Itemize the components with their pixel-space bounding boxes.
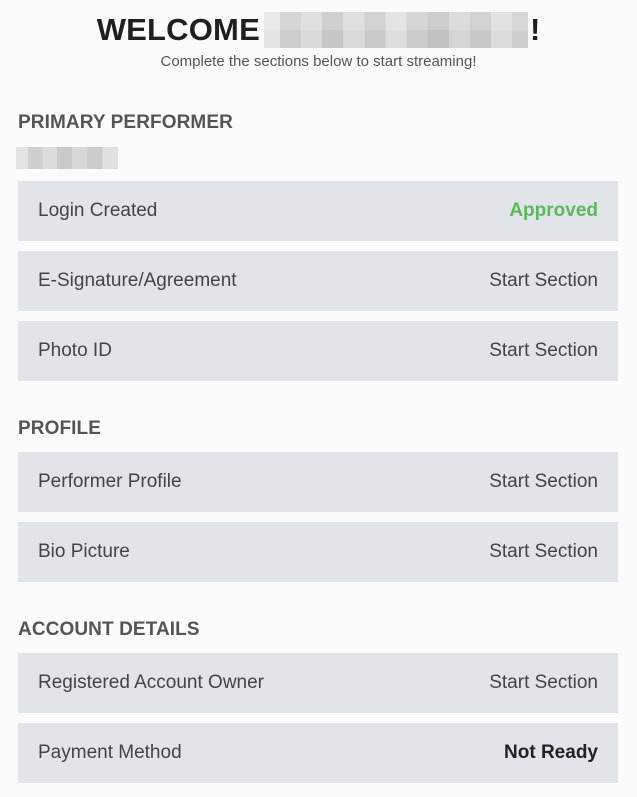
step-label: Login Created — [38, 200, 158, 221]
start-section-link[interactable]: Start Section — [489, 541, 598, 562]
start-section-link[interactable]: Start Section — [489, 471, 598, 492]
status-not-ready: Not Ready — [504, 742, 598, 763]
section-heading-profile: PROFILE — [18, 418, 102, 439]
section-heading-account-details: ACCOUNT DETAILS — [18, 619, 200, 640]
status-approved: Approved — [509, 200, 598, 221]
step-payment-method[interactable] — [18, 723, 618, 783]
step-label: Bio Picture — [38, 541, 130, 562]
step-e-signature-agreement[interactable] — [18, 251, 618, 311]
start-section-link[interactable]: Start Section — [489, 270, 598, 291]
welcome-exclamation: ! — [529, 12, 541, 47]
step-label: Registered Account Owner — [38, 672, 265, 693]
step-photo-id[interactable] — [18, 321, 618, 381]
step-label: Performer Profile — [38, 471, 182, 492]
welcome-header — [0, 8, 637, 52]
step-label: E-Signature/Agreement — [38, 270, 237, 291]
step-label: Photo ID — [38, 340, 112, 361]
step-bio-picture[interactable] — [18, 522, 618, 582]
start-section-link[interactable]: Start Section — [489, 672, 598, 693]
step-label: Payment Method — [38, 742, 182, 763]
redacted-performer-name — [16, 147, 118, 169]
redacted-username — [264, 12, 528, 48]
section-heading-primary-performer: PRIMARY PERFORMER — [18, 112, 233, 133]
step-registered-account-owner[interactable] — [18, 653, 618, 713]
welcome-subtitle: Complete the sections below to start streaming! — [160, 53, 477, 70]
start-section-link[interactable]: Start Section — [489, 340, 598, 361]
step-login-created[interactable] — [18, 181, 618, 241]
step-performer-profile[interactable] — [18, 452, 618, 512]
welcome-text: WELCOME — [96, 12, 260, 47]
